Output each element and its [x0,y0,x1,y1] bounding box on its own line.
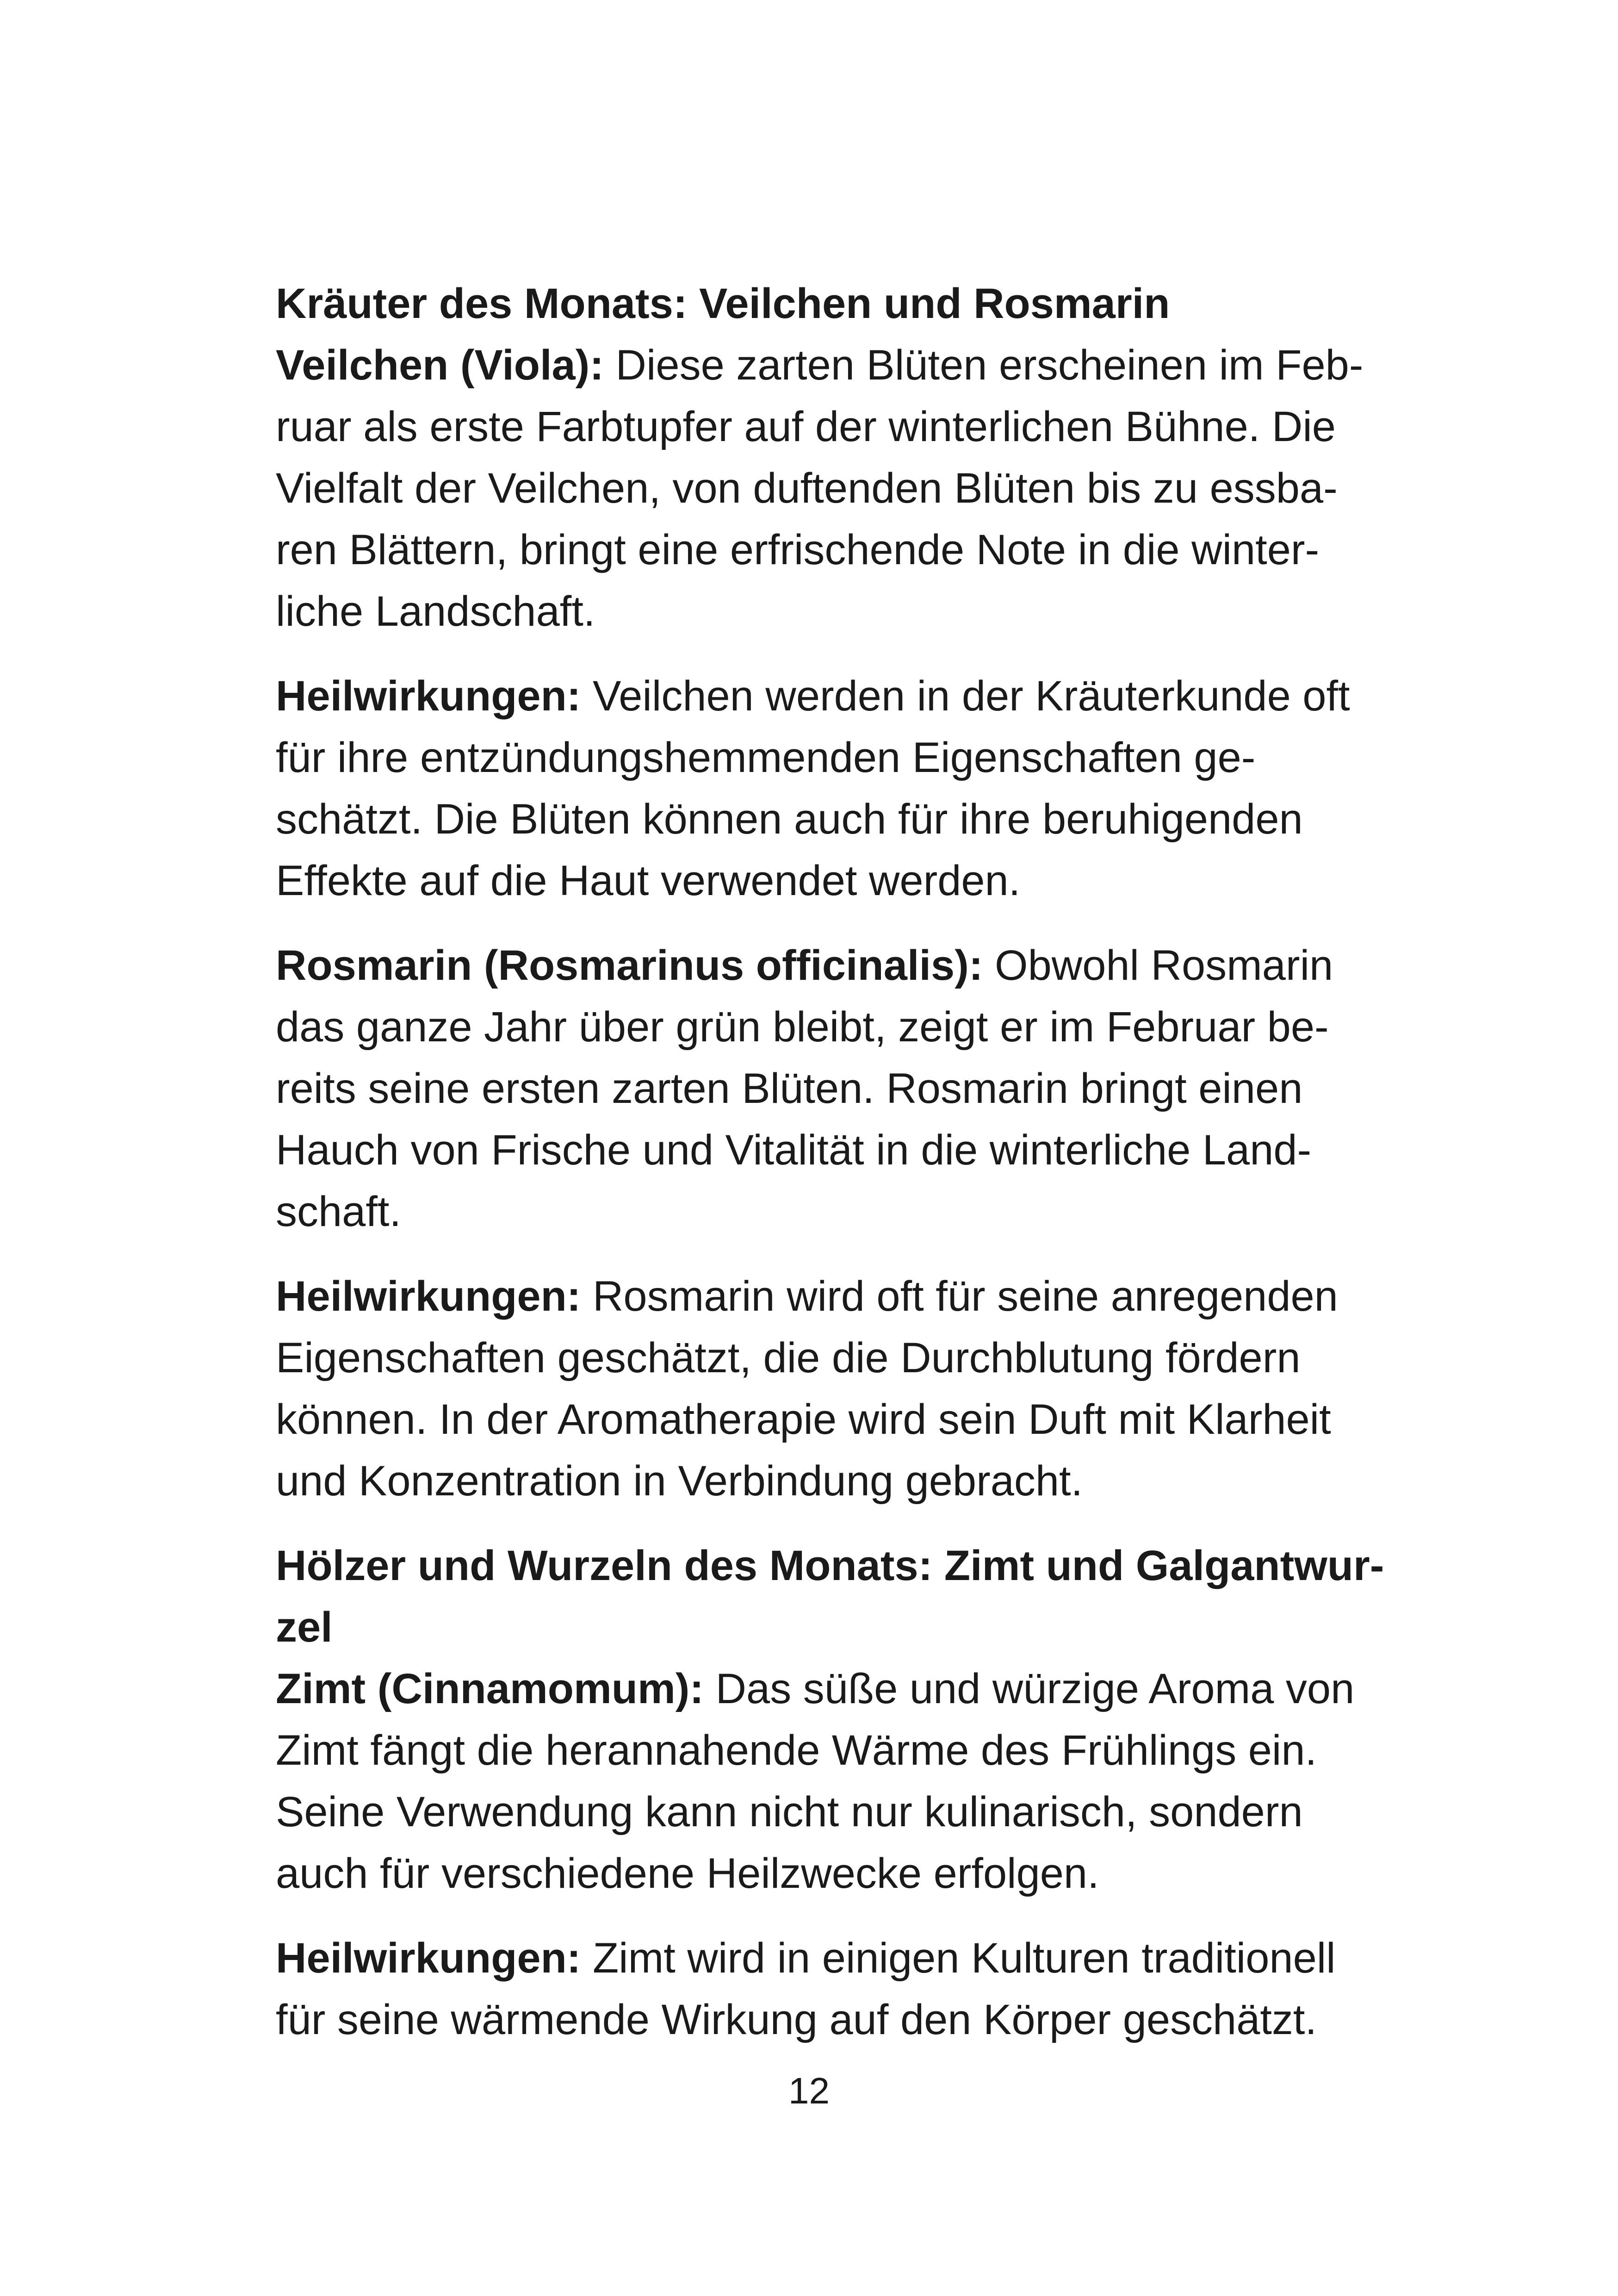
paragraph-heilwirkungen-veilchen [276,666,1354,912]
term-label: Heilwirkungen: [276,1935,581,1982]
term-label: Zimt (Cinnamomum): [276,1665,704,1712]
text-line: Hauch von Frische und Vitalität in die winterliche Land- [276,1126,1312,1174]
text-line: liche Landschaft. [276,588,595,635]
text-line: auch für verschiedene Heilzwecke erfolgen. [276,1850,1099,1897]
paragraph-rosmarin [276,935,1354,1243]
text-line: Vielfalt der Veilchen, von duftenden Blüten bis zu essba- [276,465,1338,512]
text-line: Obwohl Rosmarin [983,942,1333,989]
paragraph-heilwirkungen-rosmarin [276,1266,1354,1512]
text-line: können. In der Aromatherapie wird sein Duft mit Klarheit [276,1396,1331,1443]
text-line: Diese zarten Blüten erscheinen im Feb- [603,342,1364,389]
text-line: Zimt wird in einigen Kulturen traditionell [581,1935,1336,1982]
term-label: Veilchen (Viola): [276,342,604,389]
page-number: 12 [788,2070,830,2111]
text-line: reits seine ersten zarten Blüten. Rosmarin bringt einen [276,1065,1303,1112]
section-heading-woods-roots: Hölzer und Wurzeln des Monats: Zimt und Galgantwur- [276,1542,1384,1589]
term-label: Heilwirkungen: [276,1273,581,1320]
text-line: Zimt fängt die herannahende Wärme des Frühlings ein. [276,1727,1317,1774]
text-line: Das süße und würzige Aroma von [704,1665,1355,1712]
term-label: Heilwirkungen: [276,672,581,720]
text-line: für ihre entzündungshemmenden Eigenschaften ge- [276,734,1256,781]
term-label: Rosmarin (Rosmarinus officinalis): [276,942,983,989]
text-line: Eigenschaften geschätzt, die die Durchblutung fördern [276,1334,1301,1381]
text-line: Rosmarin wird oft für seine anregenden [581,1273,1338,1320]
text-line: ren Blättern, bringt eine erfrischende Note in die winter- [276,526,1320,573]
text-line: das ganze Jahr über grün bleibt, zeigt er im Februar be- [276,1003,1329,1051]
section-heading-woods-roots-cont: zel [276,1604,333,1651]
text-line: Effekte auf die Haut verwendet werden. [276,857,1021,904]
text-line: für seine wärmende Wirkung auf den Körper geschätzt. [276,1996,1317,2043]
paragraph-veilchen [276,335,1364,642]
section-heading-herbs: Kräuter des Monats: Veilchen und Rosmarin [276,280,1170,327]
paragraph-heilwirkungen-zimt [276,1928,1354,2051]
text-line: schätzt. Die Blüten können auch für ihre beruhigenden [276,796,1303,843]
paragraph-zimt [276,1658,1354,1904]
page-body [276,273,1384,2051]
text-line: schaft. [276,1188,402,1235]
text-line: ruar als erste Farbtupfer auf der winterlichen Bühne. Die [276,403,1336,450]
text-line: und Konzentration in Verbindung gebracht. [276,1457,1083,1505]
text-line: Seine Verwendung kann nicht nur kulinarisch, sondern [276,1788,1303,1836]
text-line: Veilchen werden in der Kräuterkunde oft [581,672,1350,720]
